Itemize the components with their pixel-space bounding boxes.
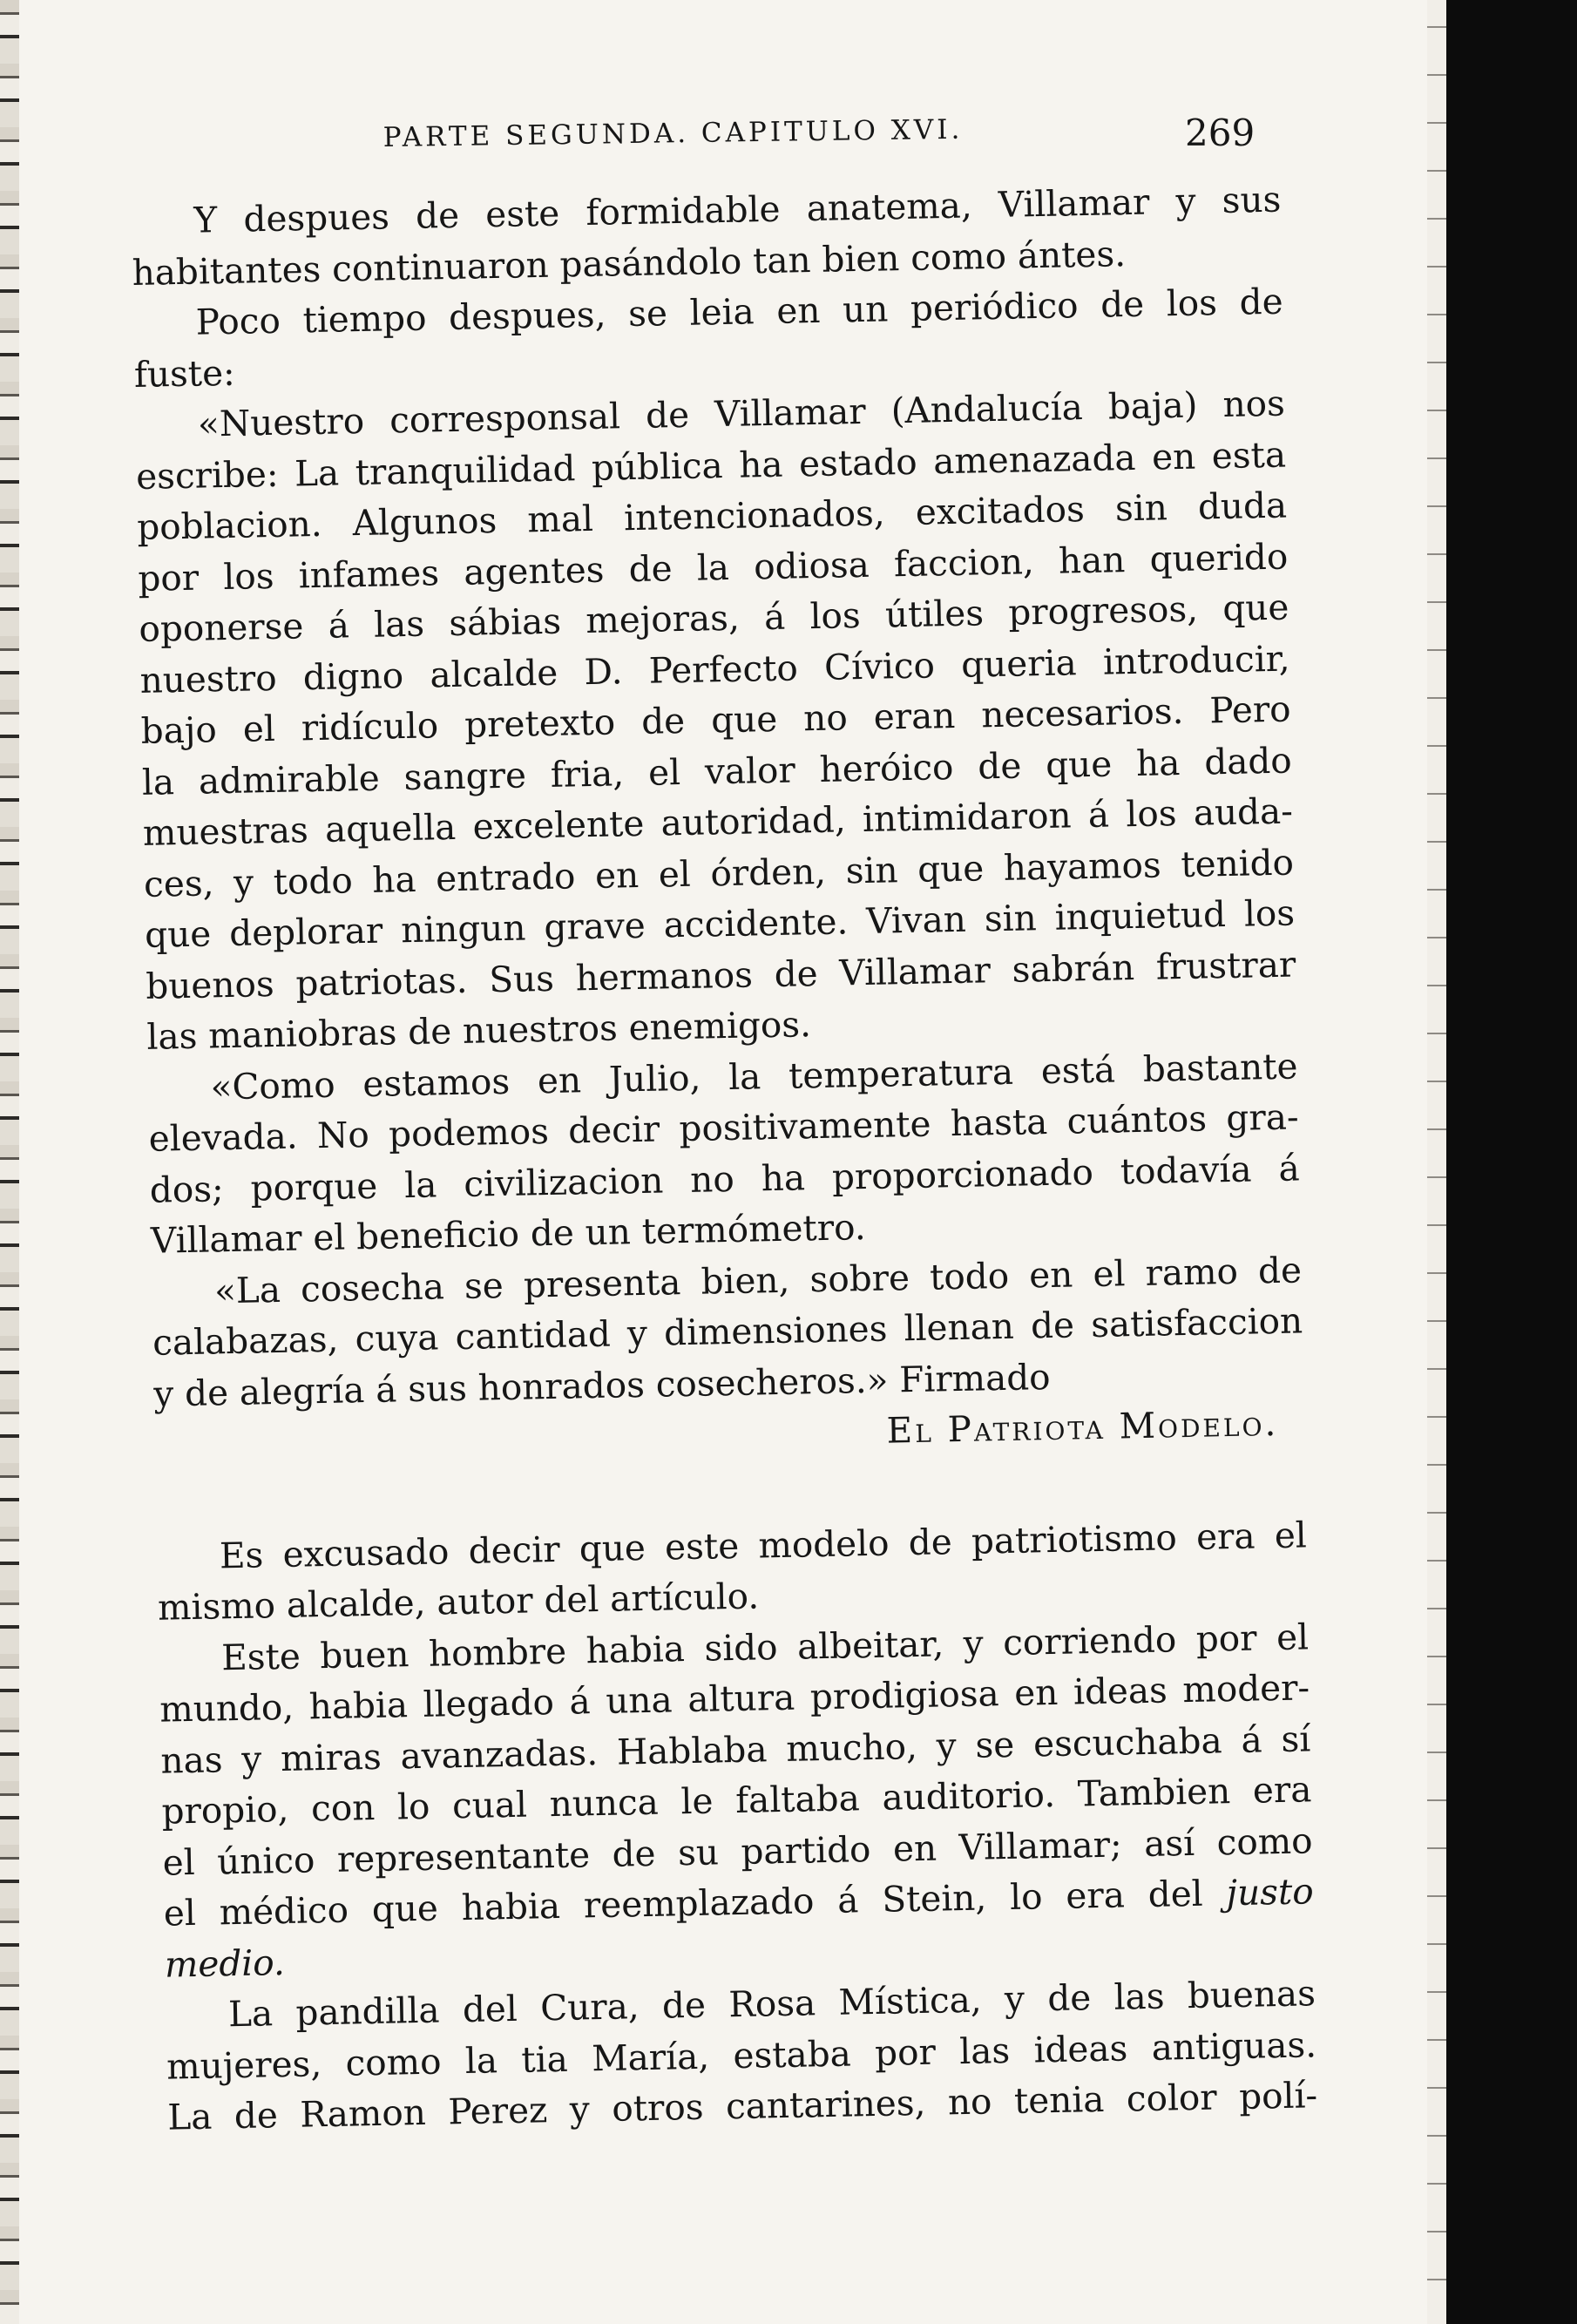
text-line: elevada. No podemos decir positivamente hasta cuántos gra- bbox=[148, 1095, 1299, 1160]
body-text bbox=[131, 174, 1318, 2143]
text-line: ces, y todo ha entrado en el órden, sin que hayamos tenido bbox=[143, 841, 1295, 905]
scan-right-page-edge bbox=[1427, 0, 1446, 2324]
text-line: calabazas, cuya cantidad y dimensiones llenan de satisfaccion bbox=[152, 1299, 1303, 1364]
text-line: «La cosecha se presenta bien, sobre todo en el ramo de bbox=[213, 1248, 1303, 1311]
text-line: nas y miras avanzadas. Hablaba mucho, y se escuchaba á sí bbox=[160, 1717, 1311, 1782]
text-line: medio. bbox=[164, 1941, 286, 1986]
text-line: por los infames agentes de la odiosa faccion, han querido bbox=[137, 535, 1289, 600]
text-line: Este buen hombre habia sido albeitar, y corriendo por el bbox=[220, 1615, 1310, 1678]
text-line: oponerse á las sábias mejoras, á los útiles progresos, que bbox=[139, 586, 1289, 650]
text-line: muestras aquella excelente autoridad, intimidaron á los auda- bbox=[142, 789, 1294, 854]
text-line: Poco tiempo despues, se leia en un periódico de los de bbox=[195, 280, 1284, 343]
text-line: mundo, habia llegado á una altura prodigiosa en ideas moder- bbox=[159, 1666, 1310, 1731]
text-line: «Como estamos en Julio, la temperatura está bastante bbox=[210, 1044, 1298, 1108]
scan-right-shadow bbox=[1446, 0, 1577, 2324]
text-line: «Nuestro corresponsal de Villamar (Andalucía baja) nos bbox=[197, 382, 1286, 445]
text-line: Es excusado decir que este modelo de patriotismo era el bbox=[219, 1513, 1308, 1576]
text-line: mujeres, como la tia María, estaba por las ideas antiguas. bbox=[166, 2022, 1317, 2088]
italic-word: justo bbox=[1226, 1870, 1315, 1914]
text-line: las maniobras de nuestros enemigos. bbox=[146, 1003, 812, 1058]
text-line: nuestro digno alcalde D. Perfecto Cívico queria introducir, bbox=[139, 637, 1290, 701]
text-line: poblacion. Algunos mal intencionados, excitados sin duda bbox=[136, 484, 1288, 548]
text-line: La de Ramon Perez y otros cantarines, no tenia color polí- bbox=[166, 2074, 1318, 2138]
text-line: bajo el ridículo pretexto de que no eran necesarios. Pero bbox=[140, 688, 1292, 752]
text-line: la admirable sangre fria, el valor heróico de que ha dado bbox=[141, 739, 1293, 803]
signature: El Patriota Modelo. bbox=[886, 1401, 1279, 1452]
page-number: 269 bbox=[1185, 112, 1256, 154]
text-line: escribe: La tranquilidad pública ha estado amenazada en esta bbox=[135, 433, 1287, 498]
text-line: La pandilla del Cura, de Rosa Mística, y de las buenas bbox=[227, 1972, 1316, 2036]
text-line: Villamar el beneficio de un termómetro. bbox=[150, 1206, 867, 1262]
text-line: fuste: bbox=[133, 351, 236, 396]
page-header bbox=[383, 112, 1263, 164]
text-line: buenos patriotas. Sus hermanos de Villamar sabrán frustrar bbox=[145, 942, 1296, 1007]
text-line: que deplorar ningun grave accidente. Vivan sin inquietud los bbox=[144, 891, 1296, 956]
text-line: dos; porque la civilizacion no ha proporcionado todavía á bbox=[149, 1146, 1301, 1211]
text-line: Y despues de este formidable anatema, Villamar y sus bbox=[193, 178, 1282, 241]
running-head: PARTE SEGUNDA. CAPITULO XVI. bbox=[382, 113, 964, 153]
text-segment: el médico que habia reemplazado á Stein, lo era del bbox=[163, 1872, 1227, 1934]
text-line: y de alegría á sus honrados cosecheros.» Firmado bbox=[152, 1355, 1051, 1415]
text-line: el único representante de su partido en Villamar; así como bbox=[162, 1819, 1313, 1884]
text-line: propio, con lo cual nunca le faltaba auditorio. Tambien era bbox=[161, 1768, 1312, 1833]
text-line: habitantes continuaron pasándolo tan bien como ántes. bbox=[132, 232, 1127, 294]
text-line: mismo alcalde, autor del artículo. bbox=[157, 1575, 760, 1629]
scan-left-edge bbox=[0, 0, 19, 2324]
